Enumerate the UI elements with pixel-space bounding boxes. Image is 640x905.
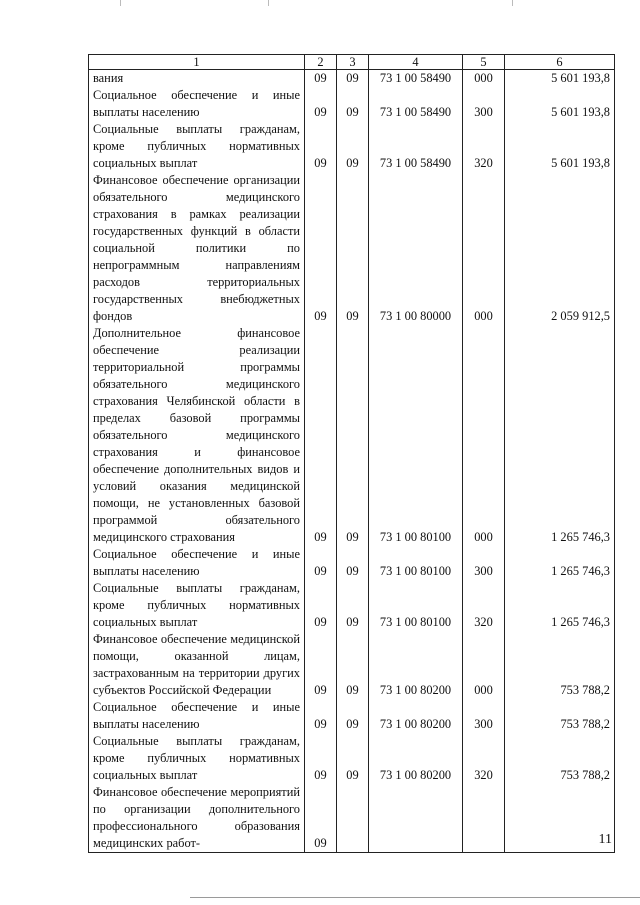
amount: 1 265 746,3 [505, 580, 615, 631]
subsection-code: 09 [337, 70, 369, 88]
subsection-code: 09 [337, 580, 369, 631]
subsection-code: 09 [337, 546, 369, 580]
section-code: 09 [305, 325, 337, 546]
expense-type-code: 320 [463, 121, 505, 172]
table-row [89, 580, 615, 631]
expense-name: Социальное обеспечение и иные выплаты населению [89, 546, 305, 580]
section-code: 09 [305, 631, 337, 699]
section-code: 09 [305, 172, 337, 325]
scan-mark [120, 0, 121, 6]
target-article-code: 73 1 00 80200 [369, 733, 463, 784]
subsection-code: 09 [337, 87, 369, 121]
section-code: 09 [305, 70, 337, 88]
expense-name: Финансовое обеспечение медицинской помощи, оказанной лицам, застрахованным на территории других субъектов Российской Федерации [89, 631, 305, 699]
column-header: 4 [369, 55, 463, 70]
amount: 753 788,2 [505, 733, 615, 784]
target-article-code: 73 1 00 58490 [369, 87, 463, 121]
column-header: 1 [89, 55, 305, 70]
expense-name: Социальное обеспечение и иные выплаты населению [89, 699, 305, 733]
expense-type-code: 300 [463, 87, 505, 121]
target-article-code: 73 1 00 80200 [369, 631, 463, 699]
amount: 5 601 193,8 [505, 70, 615, 88]
expense-name: Социальные выплаты гражданам, кроме публичных нормативных социальных выплат [89, 733, 305, 784]
expense-name: Финансовое обеспечение мероприятий по организации дополнительного профессионального образования медицинских работ- [89, 784, 305, 853]
subsection-code: 09 [337, 733, 369, 784]
column-header: 5 [463, 55, 505, 70]
footer-rule [190, 897, 640, 898]
section-code: 09 [305, 699, 337, 733]
table-row [89, 733, 615, 784]
table-header-row [89, 55, 615, 70]
target-article-code: 73 1 00 80200 [369, 699, 463, 733]
target-article-code: 73 1 00 58490 [369, 121, 463, 172]
amount: 1 265 746,3 [505, 325, 615, 546]
expense-type-code: 300 [463, 546, 505, 580]
section-code: 09 [305, 121, 337, 172]
scan-mark [512, 0, 513, 6]
budget-table [88, 54, 615, 853]
table-row [89, 631, 615, 699]
subsection-code: 09 [337, 699, 369, 733]
subsection-code: 09 [337, 631, 369, 699]
table-row [89, 70, 615, 88]
section-code: 09 [305, 580, 337, 631]
expense-type-code [463, 784, 505, 853]
expense-type-code: 300 [463, 699, 505, 733]
table-row [89, 87, 615, 121]
section-code: 09 [305, 733, 337, 784]
table-row [89, 121, 615, 172]
subsection-code: 09 [337, 325, 369, 546]
expense-name: Финансовое обеспечение организации обязательного медицинского страхования в рамках реализации государственных функций в области социальной политики по непрограммным направлениям расходов территориальных государственных внебюджетных фондов [89, 172, 305, 325]
amount: 1 265 746,3 [505, 546, 615, 580]
amount: 753 788,2 [505, 699, 615, 733]
subsection-code: 09 [337, 172, 369, 325]
target-article-code: 73 1 00 80100 [369, 325, 463, 546]
section-code: 09 [305, 546, 337, 580]
expense-name: Социальные выплаты гражданам, кроме публичных нормативных социальных выплат [89, 121, 305, 172]
amount: 2 059 912,5 [505, 172, 615, 325]
table-row [89, 172, 615, 325]
scan-mark [268, 0, 269, 6]
expense-name: Дополнительное финансовое обеспечение реализации территориальной программы обязательного медицинского страхования Челябинской области в пределах базовой программы обязательного медицинского страхования и финансовое обеспечение дополнительных видов и условий оказания медицинской помощи, не установленных базовой программой обязательного медицинского страхования [89, 325, 305, 546]
expense-name: Социальное обеспечение и иные выплаты населению [89, 87, 305, 121]
expense-type-code: 000 [463, 172, 505, 325]
target-article-code: 73 1 00 80000 [369, 172, 463, 325]
page-number: 11 [598, 832, 612, 847]
table-row [89, 699, 615, 733]
target-article-code: 73 1 00 58490 [369, 70, 463, 88]
column-header: 3 [337, 55, 369, 70]
section-code: 09 [305, 784, 337, 853]
expense-type-code: 000 [463, 631, 505, 699]
expense-name: вания [89, 70, 305, 88]
expense-name: Социальные выплаты гражданам, кроме публичных нормативных социальных выплат [89, 580, 305, 631]
table-row [89, 325, 615, 546]
subsection-code: 09 [337, 121, 369, 172]
amount: 5 601 193,8 [505, 87, 615, 121]
target-article-code [369, 784, 463, 853]
target-article-code: 73 1 00 80100 [369, 546, 463, 580]
table-row [89, 546, 615, 580]
column-header: 2 [305, 55, 337, 70]
expense-type-code: 000 [463, 70, 505, 88]
column-header: 6 [505, 55, 615, 70]
section-code: 09 [305, 87, 337, 121]
target-article-code: 73 1 00 80100 [369, 580, 463, 631]
amount: 753 788,2 [505, 631, 615, 699]
table-row [89, 784, 615, 853]
expense-type-code: 320 [463, 580, 505, 631]
amount: 5 601 193,8 [505, 121, 615, 172]
expense-type-code: 320 [463, 733, 505, 784]
subsection-code [337, 784, 369, 853]
expense-type-code: 000 [463, 325, 505, 546]
